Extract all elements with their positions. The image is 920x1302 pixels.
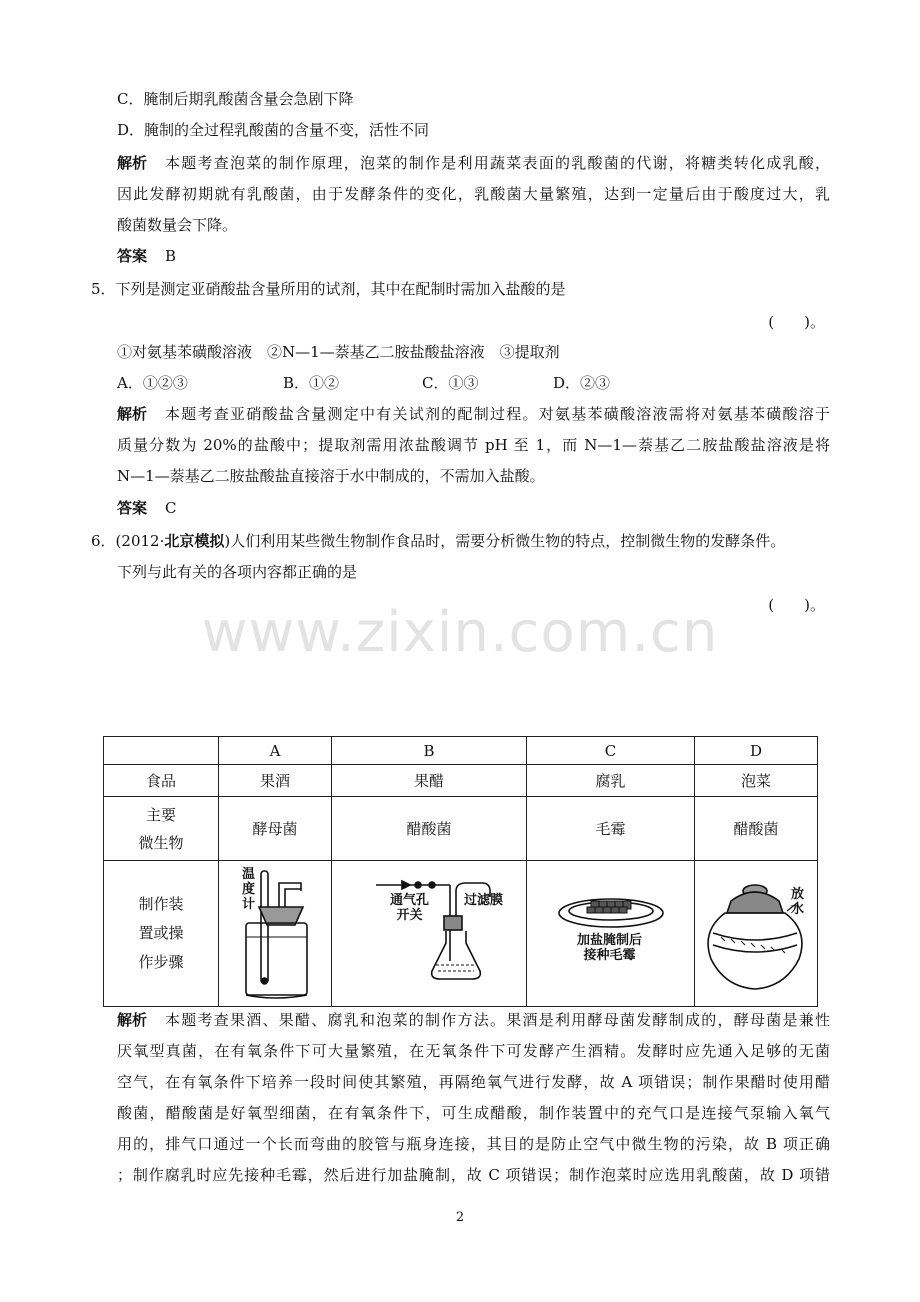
- table-cell: 泡菜: [695, 765, 818, 797]
- table-header-cell: C: [527, 737, 695, 765]
- figure-cell-a: [219, 861, 332, 1007]
- q5-stem: 5．下列是测定亚硝酸盐含量所用的试剂，其中在配制时需加入盐酸的是: [91, 280, 566, 298]
- q6-stem-rest: )人们利用某些微生物制作食品时，需要分析微生物的特点，控制微生物的发酵条件。: [224, 532, 786, 550]
- q5-option-a: A．①②③: [117, 374, 188, 392]
- fig-b-label-line: 开关: [396, 908, 423, 923]
- q5-analysis-line2: 质量分数为 20%的盐酸中；提取剂需用浓盐酸调节 pH 至 1，而 N—1—萘基乙二胺盐酸盐溶液是将: [117, 436, 830, 454]
- table-cell: 酵母菌: [219, 797, 332, 861]
- table-header-row: [104, 737, 818, 765]
- q4-option-c: C．腌制后期乳酸菌含量会急剧下降: [117, 90, 354, 108]
- q4-answer-label: 答案: [117, 247, 148, 265]
- q4-analysis-line1: 本题考查泡菜的制作原理，泡菜的制作是利用蔬菜表面的乳酸菌的代谢，将糖类转化成乳酸，: [165, 154, 830, 172]
- wine-fermenter-diagram: [219, 861, 332, 1005]
- pickle-jar-diagram: [695, 861, 818, 1005]
- table-cell: 醋酸菌: [695, 797, 818, 861]
- table-header-cell: D: [695, 737, 818, 765]
- row-label-line: 制作装: [138, 895, 184, 913]
- table-cell: 毛霉: [527, 797, 695, 861]
- q5-option-c: C．①③: [422, 374, 479, 392]
- table-cell: [104, 797, 219, 861]
- row-label-line: 作步骤: [138, 953, 184, 971]
- fig-a-label-char: 计: [242, 897, 256, 912]
- q4-analysis-line3: 酸菌数量会下降。: [117, 216, 238, 234]
- water-seal-label: [791, 887, 804, 917]
- q5-analysis-label: 解析: [117, 405, 148, 423]
- fig-d-label-char: 水: [791, 902, 805, 917]
- q6-stem-line2: 下列与此有关的各项内容都正确的是: [117, 563, 358, 581]
- q5-answer-paren: ( )。: [768, 313, 825, 331]
- q5-reagents: ①对氨基苯磺酸溶液 ②N—1—萘基乙二胺盐酸盐溶液 ③提取剂: [117, 343, 560, 361]
- row-label-line: 微生物: [138, 833, 184, 852]
- table-header-cell: [104, 737, 219, 765]
- q6-analysis-line6: ；制作腐乳时应先接种毛霉，然后进行加盐腌制，故 C 项错误；制作泡菜时应选用乳酸菌，故 D 项错: [117, 1166, 830, 1184]
- row-label-line: 置或操: [138, 924, 184, 942]
- vinegar-fermenter-diagram: [332, 861, 527, 1005]
- q4-analysis-line2: 因此发酵初期就有乳酸菌，由于发酵条件的变化，乳酸菌大量繁殖，达到一定量后由于酸度过大，乳: [117, 185, 830, 203]
- filter-membrane-label: 过滤膜: [464, 893, 504, 908]
- table-header-cell: A: [219, 737, 332, 765]
- q5-analysis-line1: 本题考查亚硝酸盐含量测定中有关试剂的配制过程。对氨基苯磺酸溶液需将对氨基苯磺酸溶于: [165, 405, 830, 423]
- q4-answer: B: [165, 247, 177, 265]
- q5-option-b: B．①②: [283, 374, 340, 392]
- q6-stem: [91, 531, 785, 551]
- page-number: 2: [455, 1210, 465, 1225]
- fig-b-label-line: 通气孔: [390, 893, 430, 908]
- q6-analysis-line2: 厌氧型真菌，在有氧条件下可大量繁殖，在无氧条件下可发酵产生酒精。发酵时应先通入足够的无菌: [117, 1042, 830, 1060]
- table-header-cell: B: [332, 737, 527, 765]
- table-cell: 醋酸菌: [332, 797, 527, 861]
- comparison-table: [103, 736, 818, 1007]
- q4-analysis-label: 解析: [117, 154, 148, 172]
- q4-option-d: D．腌制的全过程乳酸菌的含量不变，活性不同: [117, 121, 430, 139]
- fig-c-label-line: 加盐腌制后: [577, 933, 643, 948]
- q5-option-d: D．②③: [553, 374, 611, 392]
- thermometer-label: [242, 867, 255, 912]
- fig-d-label-char: 放: [791, 887, 805, 902]
- fig-a-label-char: 温: [242, 867, 256, 882]
- q6-analysis-line1: 本题考查果酒、果醋、腐乳和泡菜的制作方法。果酒是利用酵母菌发酵制成的，酵母菌是兼性: [165, 1011, 830, 1029]
- q6-answer-paren: ( )。: [768, 596, 825, 614]
- table-cell: 食品: [104, 765, 219, 797]
- q6-analysis-line5: 用的，排气口通过一个长而弯曲的胶管与瓶身连接，其目的是防止空气中微生物的污染，故 B 项正确: [117, 1135, 830, 1153]
- figure-cell-b: [332, 861, 527, 1007]
- q6-analysis-label: 解析: [117, 1011, 148, 1029]
- salting-step-label: [577, 933, 642, 963]
- fig-a-label-char: 度: [242, 882, 256, 897]
- row-label-line: 主要: [145, 805, 176, 824]
- fig-c-label-line: 接种毛霉: [583, 948, 636, 963]
- table-row-food: [104, 765, 818, 797]
- air-inlet-label: [390, 893, 429, 923]
- q6-analysis-line3: 空气，在有氧条件下培养一段时间使其繁殖，再隔绝氧气进行发酵，故 A 项错误；制作果醋时使用醋: [117, 1073, 830, 1091]
- q6-stem-source: 北京模拟: [164, 532, 225, 550]
- table-cell: [104, 861, 219, 1007]
- table-cell: 果酒: [219, 765, 332, 797]
- q5-answer: C: [165, 499, 177, 517]
- table-cell: 果醋: [332, 765, 527, 797]
- q5-answer-label: 答案: [117, 499, 148, 517]
- q6-analysis-line4: 酸菌，醋酸菌是好氧型细菌，在有氧条件下，可生成醋酸，制作装置中的充气口是连接气泵输入氧气: [117, 1104, 830, 1122]
- q6-stem-prefix: 6．(2012·: [91, 532, 165, 550]
- q5-analysis-line3: N—1—萘基乙二胺盐酸盐直接溶于水中制成的，不需加入盐酸。: [117, 467, 545, 485]
- figure-cell-c: [527, 861, 695, 1007]
- table-row-device: [104, 861, 818, 1007]
- figure-cell-d: [695, 861, 818, 1007]
- table-row-microbe: [104, 797, 818, 861]
- watermark: www.zixin.com.cn: [201, 600, 719, 665]
- table-cell: 腐乳: [527, 765, 695, 797]
